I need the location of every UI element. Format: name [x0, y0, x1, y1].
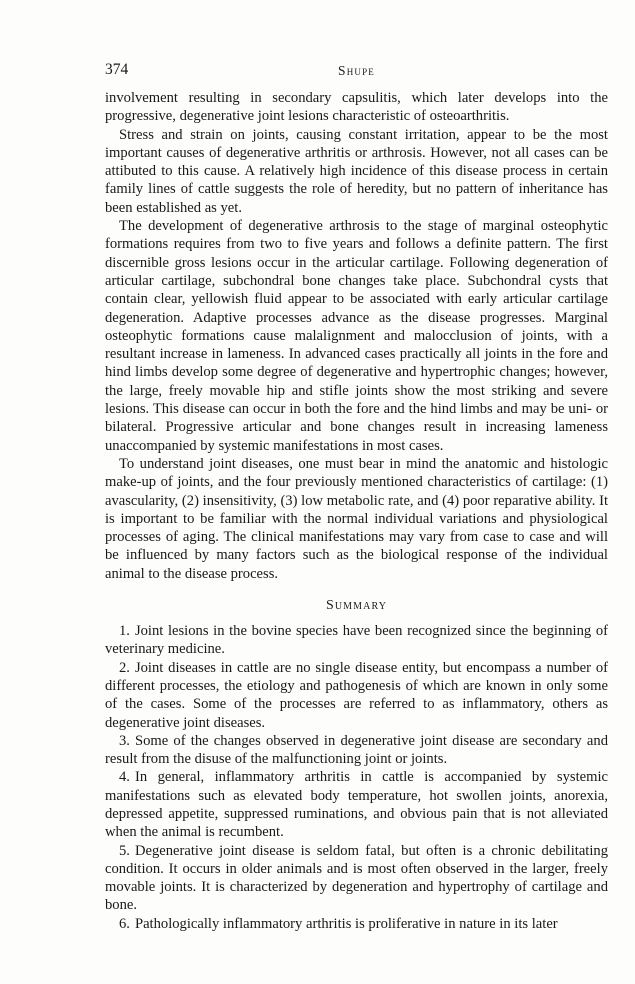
item-number: 3. — [119, 732, 130, 749]
item-text: Joint diseases in cattle are no single disease entity, but encompass a number of different processes, the etiology and pathogenesis of which are known in only some of the cases. Some of the processes are referred to as inflammatory, others as degenerative joint diseases. — [105, 659, 608, 731]
summary-item — [105, 915, 608, 933]
running-head: Shupe — [337, 63, 375, 78]
summary-heading: Summary — [325, 598, 388, 614]
summary-item — [105, 768, 608, 841]
body-text — [105, 89, 608, 583]
summary-item — [105, 842, 608, 915]
item-number: 4. — [119, 769, 130, 786]
item-text: Pathologically inflammatory arthritis is proliferative in nature in its later — [134, 915, 558, 932]
paragraph: The development of degenerative arthrosis to the stage of marginal osteophytic formations requires from two to five years and follows a definite pattern. The first discernible gross lesions occur in the articular cartilage. Following degeneration of articular cartilage, subchondral bone changes take place. Subchondral cysts that contain clear, yellowish fluid appear to be associated with early articular cartilage degeneration. Adaptive processes advance as the disease progresses. Marginal osteophytic formations cause malalignment and malocclusion of joints, with a resultant increase in lameness. In advanced cases practically all joints in the fore and hind limbs develop some degree of degenerative and hypertrophic changes; however, the large, freely movable hip and stifle joints show the most striking and severe lesions. This disease can occur in both the fore and the hind limbs and may be uni- or bilateral. Progressive articular and bone changes result in increasing lameness unaccompanied by systemic manifestations in most cases. — [105, 218, 608, 454]
paragraph: involvement resulting in secondary capsulitis, which later develops into the progressive, degenerative joint lesions characteristic of osteoarthritis. — [105, 90, 608, 125]
summary-item — [105, 622, 608, 659]
paragraph: Stress and strain on joints, causing constant irritation, appear to be the most important causes of degenerative arthritis or arthrosis. However, not all cases can be attibuted to this cause. A relatively high incidence of this disease process in certain family lines of cattle suggests the role of heredity, but no pattern of inheritance has been established as yet. — [105, 126, 608, 216]
text-block — [105, 62, 608, 933]
item-text: Some of the changes observed in degenerative joint disease are secondary and result from the disuse of the malfunctioning joint or joints. — [105, 732, 608, 768]
item-number: 2. — [119, 659, 130, 676]
summary-list — [105, 622, 608, 933]
item-number: 6. — [119, 915, 130, 932]
summary-item — [105, 732, 608, 769]
item-number: 1. — [119, 623, 130, 640]
paragraph: To understand joint diseases, one must bear in mind the anatomic and histologic make-up of joints, and the four previously mentioned characteristics of cartilage: (1) avascularity, (2) insensitivity, (3) low metabolic rate, and (4) poor reparative ability. It is important to be familiar with the normal individual variations and physiological processes of aging. The clinical manifestations may vary from case to case and will be influenced by many factors such as the biological response of the individual animal to the disease process. — [105, 455, 608, 582]
page-header — [105, 62, 608, 78]
item-text: Joint lesions in the bovine species have been recognized since the beginning of veterinary medicine. — [105, 623, 608, 658]
item-number: 5. — [119, 842, 130, 859]
summary-item — [105, 659, 608, 732]
item-text: In general, inflammatory arthritis in cattle is accompanied by systemic manifestations such as elevated body temperature, hot swollen joints, anorexia, depressed appetite, suppressed ruminations, and obvious pain that is not alleviated when the animal is recumbent. — [105, 769, 608, 841]
item-text: Degenerative joint disease is seldom fatal, but often is a chronic debilitating condition. It occurs in older animals and is most often observed in the larger, freely movable joints. It is characterized by degeneration and hypertrophy of cartilage and bone. — [105, 842, 608, 914]
page-number: 374 — [105, 61, 129, 78]
